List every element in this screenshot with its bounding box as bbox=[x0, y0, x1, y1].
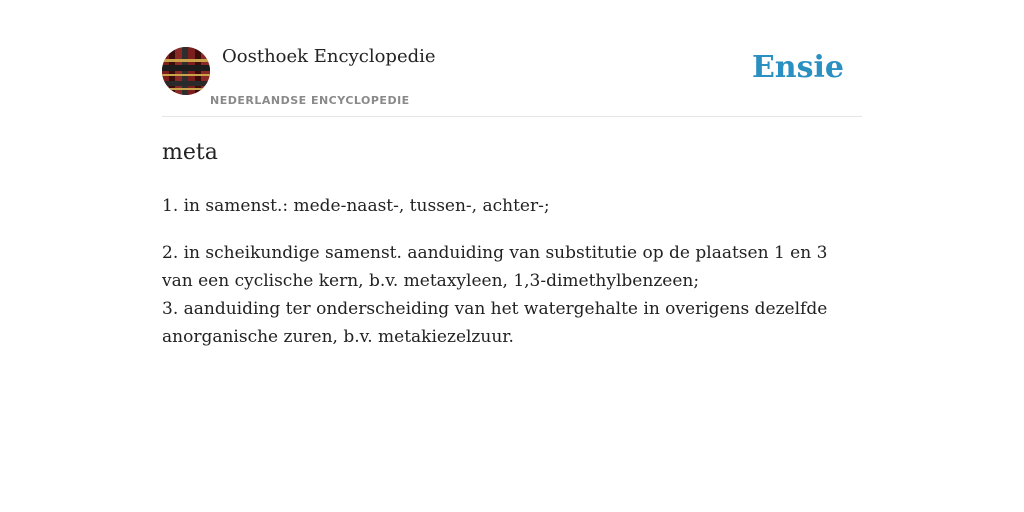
source-header bbox=[162, 46, 862, 117]
entry-definition bbox=[162, 192, 862, 370]
definition-line: 1. in samenst.: mede-naast-, tussen-, achter-; bbox=[162, 196, 550, 216]
definition-line: 3. aanduiding ter onderscheiding van het watergehalte in overigens dezelfde anorganische zuren, b.v. metakiezelzuur. bbox=[162, 299, 828, 347]
book-spines-icon[interactable] bbox=[162, 47, 210, 95]
definition-paragraph bbox=[162, 239, 862, 351]
definition-paragraph bbox=[162, 192, 862, 220]
definition-line: 2. in scheikundige samenst. aanduiding van substitutie op de plaatsen 1 en 3 van een cyclische kern, b.v. metaxyleen, 1,3-dimethylbenzeen; bbox=[162, 243, 828, 291]
brand-logo[interactable]: Ensie bbox=[751, 50, 844, 85]
source-subtitle: NEDERLANDSE ENCYCLOPEDIE bbox=[210, 94, 410, 107]
entry-title: meta bbox=[162, 140, 218, 165]
source-name[interactable]: Oosthoek Encyclopedie bbox=[222, 46, 436, 67]
